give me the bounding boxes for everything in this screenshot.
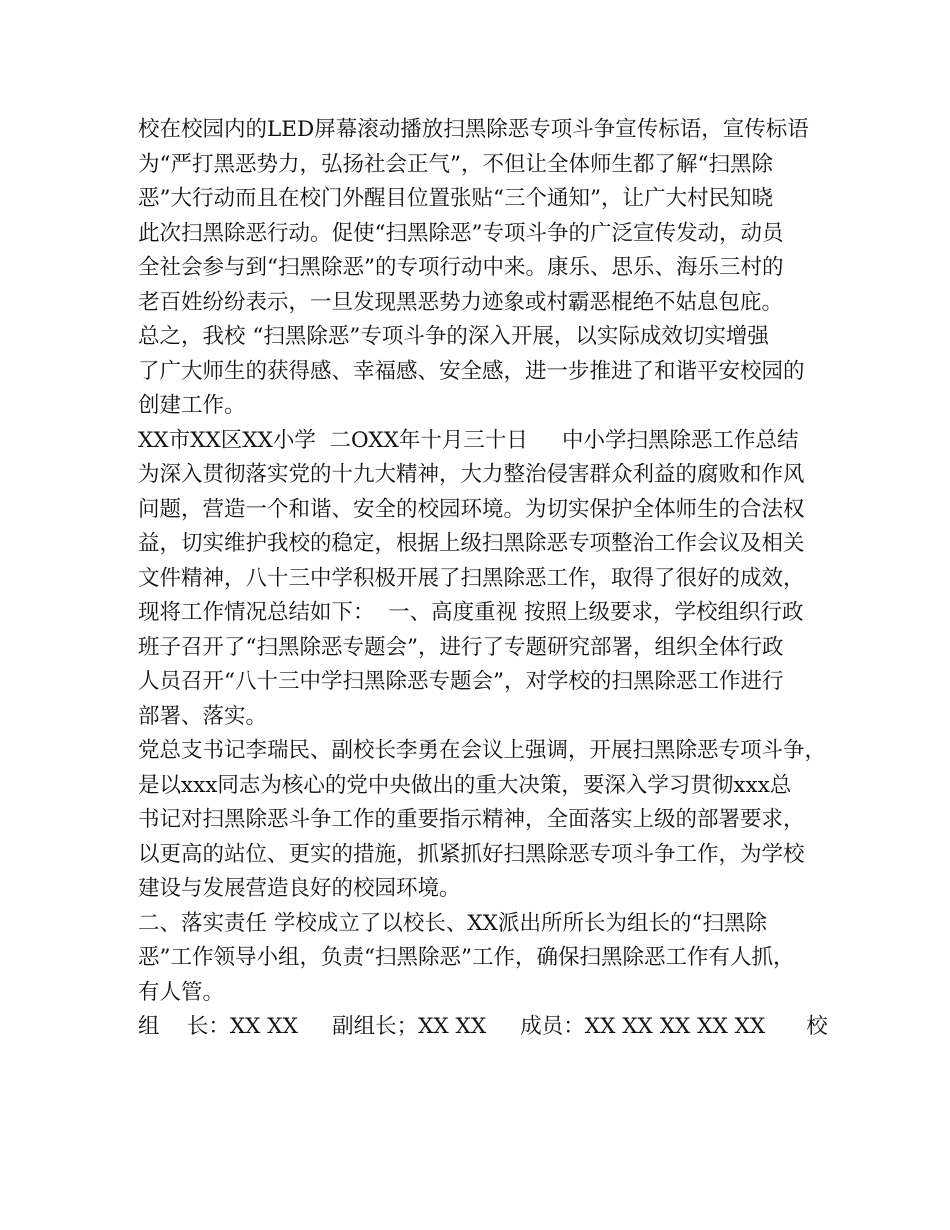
document-body <box>138 113 828 1045</box>
text-line: 问题，营造一个和谐、安全的校园环境。为切实保护全体师生的合法权 <box>138 496 805 522</box>
text-line: 校在校园内的LED屏幕滚动播放扫黑除恶专项斗争宣传标语，宣传标语 <box>138 117 809 142</box>
text-line: 恶”大行动而且在校门外醒目位置张贴“三个通知”，让广大村民知晓 <box>138 186 773 211</box>
text-line: 建设与发展营造良好的校园环境。 <box>138 876 461 901</box>
text-line: 是以xxx同志为核心的党中央做出的重大决策，要深入学习贯彻xxx总 <box>138 772 792 798</box>
text-line: 恶”工作领导小组，负责“扫黑除恶”工作，确保扫黑除恶工作有人抓， <box>138 945 795 970</box>
text-line: 组 长：XX XX 副组长；XX XX 成员：XX XX XX XX XX 校 <box>138 1014 828 1039</box>
text-line: 创建工作。 <box>138 393 246 418</box>
text-line: 部署、落实。 <box>138 703 268 729</box>
text-line: 全社会参与到“扫黑除恶”的专项行动中来。康乐、思乐、海乐三村的 <box>138 255 784 280</box>
text-line: 为深入贯彻落实党的十九大精神，大力整治侵害群众利益的腐败和作风 <box>138 462 805 487</box>
text-line: 为“严打黑恶势力，弘扬社会正气”，不但让全体师生都了解“扫黑除 <box>138 151 773 177</box>
text-line: 现将工作情况总结如下： 一、高度重视 按照上级要求，学校组织行政 <box>138 600 804 625</box>
text-line: 以更高的站位、更实的措施，抓紧抓好扫黑除恶专项斗争工作，为学校 <box>138 841 805 867</box>
text-line: 老百姓纷纷表示，一旦发现黑恶势力迹象或村霸恶棍绝不姑息包庇。 <box>138 289 784 315</box>
text-line: 文件精神，八十三中学积极开展了扫黑除恶工作，取得了很好的成效， <box>138 565 805 591</box>
text-line: 总之，我校 “扫黑除恶”专项斗争的深入开展，以实际成效切实增强 <box>138 324 769 349</box>
text-line: 益，切实维护我校的稳定，根据上级扫黑除恶专项整治工作会议及相关 <box>138 531 805 556</box>
text-line: 二、落实责任 学校成立了以校长、XX派出所所长为组长的“扫黑除 <box>138 910 767 936</box>
text-line: 此次扫黑除恶行动。促使“扫黑除恶”专项斗争的广泛宣传发动，动员 <box>138 220 784 246</box>
text-line: XX市XX区XX小学 二OXX年十月三十日 中小学扫黑除恶工作总结 <box>138 427 799 453</box>
text-line: 了广大师生的获得感、幸福感、安全感，进一步推进了和谐平安校园的 <box>138 358 805 384</box>
text-line: 人员召开“八十三中学扫黑除恶专题会”，对学校的扫黑除恶工作进行 <box>138 669 784 694</box>
text-line: 书记对扫黑除恶斗争工作的重要指示精神，全面落实上级的部署要求， <box>138 807 805 832</box>
text-line: 党总支书记李瑞民、副校长李勇在会议上强调，开展扫黑除恶专项斗争， <box>138 738 827 763</box>
text-line: 班子召开了“扫黑除恶专题会”，进行了专题研究部署，组织全体行政 <box>138 634 784 660</box>
text-line: 有人管。 <box>138 979 225 1005</box>
